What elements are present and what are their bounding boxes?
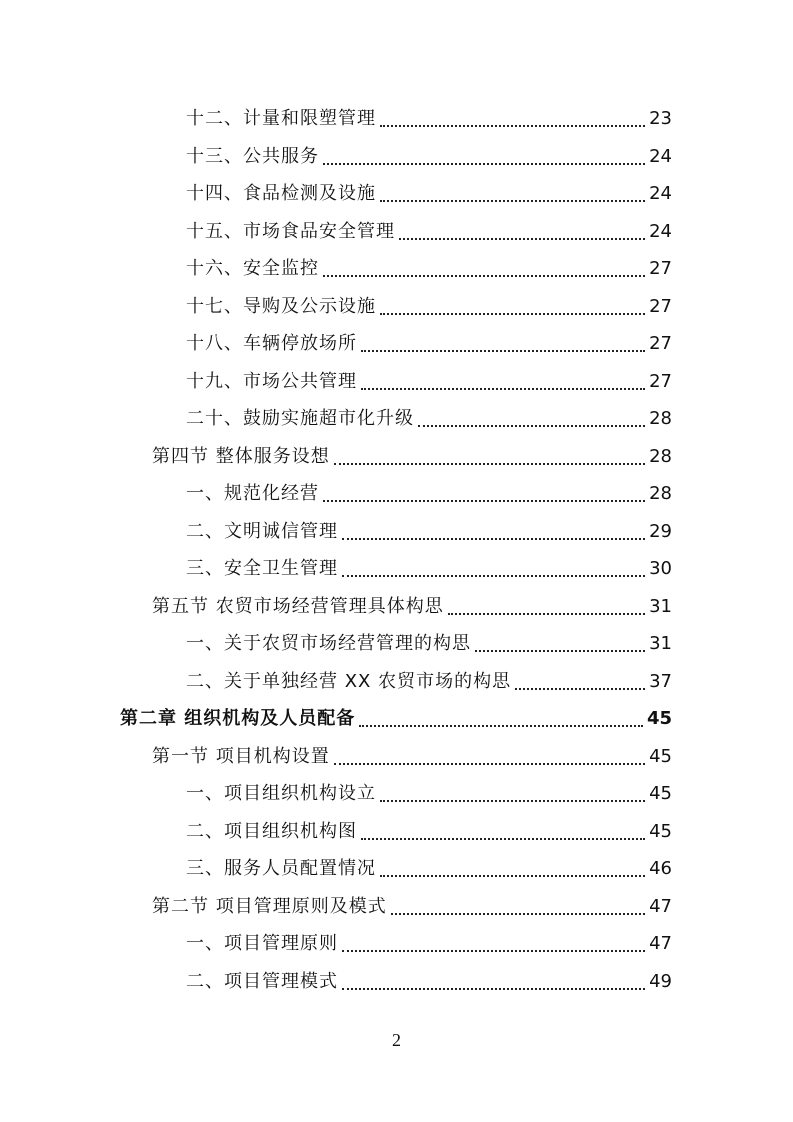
toc-leader [475, 649, 645, 652]
toc-entry[interactable] [186, 213, 672, 250]
toc-entry[interactable] [186, 363, 672, 400]
toc-entry[interactable] [186, 663, 672, 700]
toc-entry-label: 十六、安全监控 [186, 258, 319, 279]
toc-entry-page: 28 [649, 483, 672, 504]
toc-entry[interactable] [186, 138, 672, 175]
toc-entry-label: 一、关于农贸市场经营管理的构思 [186, 633, 471, 654]
toc-entry[interactable] [186, 625, 672, 662]
toc-entry-label: 十四、食品检测及设施 [186, 183, 376, 204]
toc-entry-page: 45 [649, 745, 672, 767]
toc-leader [448, 612, 645, 615]
toc-entry[interactable] [152, 588, 672, 625]
toc-entry-label: 第二节 项目管理原则及模式 [152, 895, 387, 917]
toc-entry-page: 28 [649, 408, 672, 429]
toc-entry-label: 二、项目组织机构图 [186, 820, 357, 842]
toc-leader [361, 837, 645, 840]
toc-entry-label: 二、关于单独经营 XX 农贸市场的构思 [186, 670, 512, 692]
toc-leader [380, 312, 645, 315]
toc-entry-page: 46 [649, 858, 672, 879]
toc-entry-label: 二、文明诚信管理 [186, 520, 338, 542]
toc-entry-page: 37 [649, 670, 672, 692]
toc-entry-page: 24 [649, 220, 672, 242]
toc-leader [515, 687, 645, 690]
toc-entry-label: 一、项目管理原则 [186, 933, 338, 954]
toc-entry-page: 45 [646, 708, 672, 729]
toc-leader [342, 949, 645, 952]
toc-leader [418, 424, 645, 427]
toc-leader [342, 987, 645, 990]
toc-leader [380, 124, 645, 127]
toc-entry[interactable] [186, 400, 672, 437]
toc-entry[interactable] [186, 175, 672, 212]
toc-entry-label: 第五节 农贸市场经营管理具体构思 [152, 595, 444, 617]
toc-leader [334, 462, 645, 465]
toc-entry[interactable] [186, 925, 672, 962]
toc-entry[interactable] [186, 813, 672, 850]
toc-entry[interactable] [186, 513, 672, 550]
toc-entry-page: 30 [649, 558, 672, 579]
toc-entry-label: 十八、车辆停放场所 [186, 333, 357, 354]
toc-leader [342, 537, 645, 540]
toc-leader [359, 724, 643, 727]
toc-entry-page: 27 [649, 258, 672, 279]
toc-leader [323, 274, 645, 277]
toc-leader [342, 574, 645, 577]
toc-entry[interactable] [186, 775, 672, 812]
toc-entry-label: 三、服务人员配置情况 [186, 858, 376, 879]
toc-entry-label: 一、项目组织机构设立 [186, 783, 376, 804]
toc-leader [380, 799, 645, 802]
toc-entry[interactable] [152, 738, 672, 775]
toc-entry-page: 24 [649, 145, 672, 167]
toc-entry-page: 27 [649, 333, 672, 354]
toc-entry-page: 49 [649, 970, 672, 992]
toc-entry-page: 23 [649, 108, 672, 129]
toc-entry-page: 24 [649, 183, 672, 204]
toc-leader [323, 162, 645, 165]
toc-entry[interactable] [186, 475, 672, 512]
toc-entry[interactable] [186, 550, 672, 587]
toc-entry-label: 第一节 项目机构设置 [152, 745, 330, 767]
page-number: 2 [392, 1030, 401, 1050]
toc-chapter-entry[interactable] [120, 700, 672, 737]
toc-entry-label: 十五、市场食品安全管理 [186, 220, 395, 242]
toc-entry-label: 十七、导购及公示设施 [186, 295, 376, 317]
toc-leader [334, 762, 645, 765]
toc-leader [361, 387, 645, 390]
toc-entry-label: 十三、公共服务 [186, 145, 319, 167]
toc-entry[interactable] [186, 288, 672, 325]
toc-leader [380, 199, 645, 202]
toc-entry-label: 第四节 整体服务设想 [152, 445, 330, 467]
toc-entry[interactable] [186, 963, 672, 1000]
toc-entry-page: 47 [649, 933, 672, 954]
toc-entry-label: 一、规范化经营 [186, 483, 319, 504]
toc-entry-page: 45 [649, 820, 672, 842]
toc-leader [323, 499, 645, 502]
toc-leader [380, 874, 645, 877]
toc-entry-page: 27 [649, 370, 672, 392]
toc-entry-page: 28 [649, 445, 672, 467]
toc-entry-page: 27 [649, 295, 672, 317]
toc-entry-label: 十二、计量和限塑管理 [186, 108, 376, 129]
toc-leader [399, 237, 645, 240]
toc-entry-label: 二十、鼓励实施超市化升级 [186, 408, 414, 429]
toc-entry-label: 第二章 组织机构及人员配备 [120, 708, 356, 729]
toc-entry-page: 29 [649, 520, 672, 542]
toc-entry[interactable] [186, 250, 672, 287]
toc-entry-page: 47 [649, 895, 672, 917]
toc-entry[interactable] [186, 325, 672, 362]
toc-entry[interactable] [152, 888, 672, 925]
toc-leader [391, 912, 645, 915]
toc-entry-label: 三、安全卫生管理 [186, 558, 338, 579]
toc-entry-page: 45 [649, 783, 672, 804]
toc-entry[interactable] [186, 850, 672, 887]
toc-entry[interactable] [152, 438, 672, 475]
toc-entry-label: 二、项目管理模式 [186, 970, 338, 992]
toc-entry-page: 31 [649, 595, 672, 617]
toc-entry-label: 十九、市场公共管理 [186, 370, 357, 392]
toc-entry[interactable] [186, 100, 672, 137]
toc-entry-page: 31 [649, 633, 672, 654]
toc-leader [361, 349, 645, 352]
